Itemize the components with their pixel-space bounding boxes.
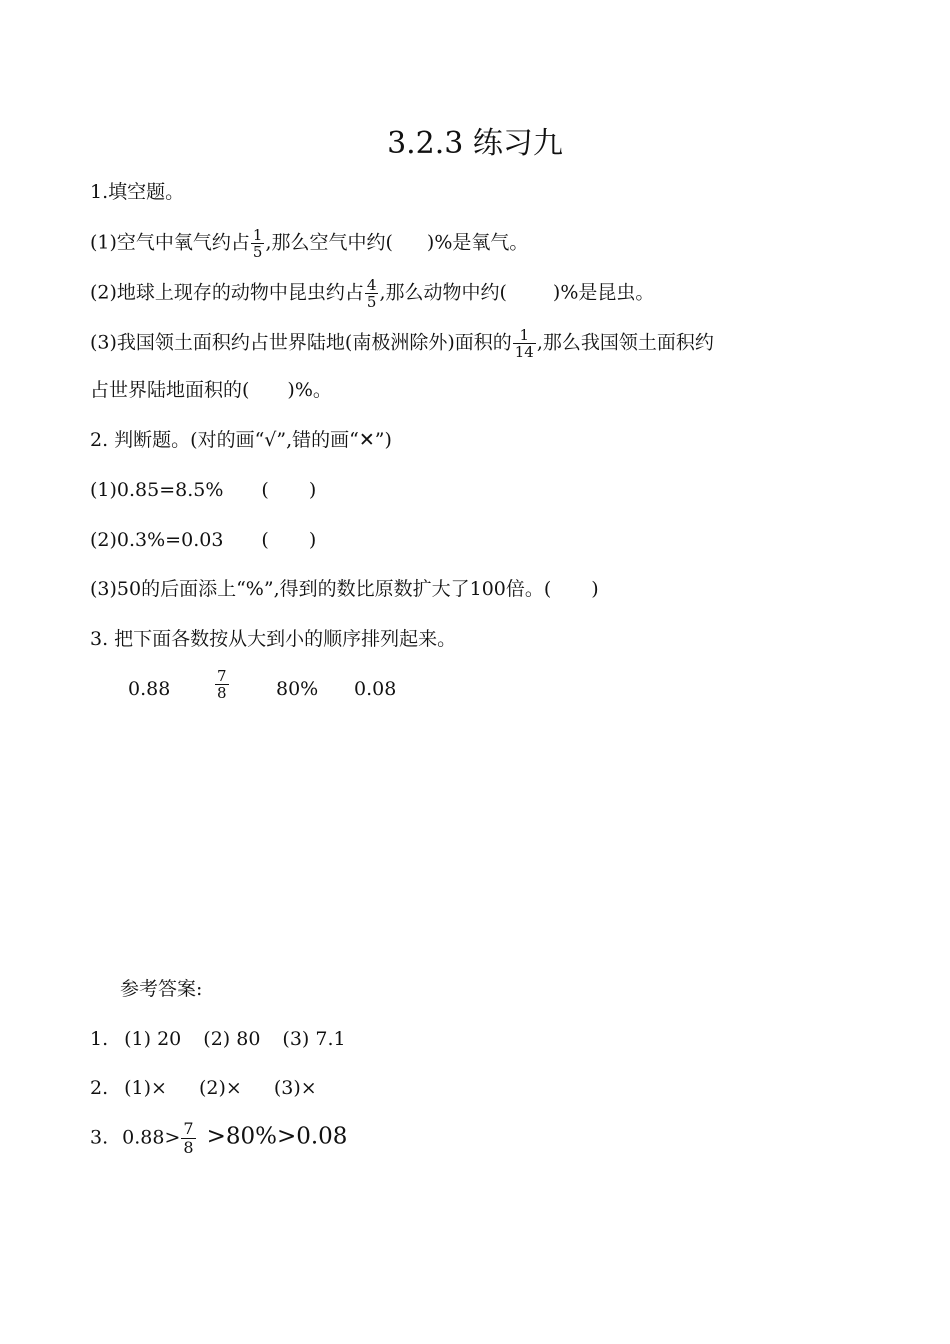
fraction: $\frac{1}{5}$ — [252, 226, 263, 261]
q1-item-3-cont: 占世界陆地面积的( )%。 — [90, 379, 332, 401]
q1-heading: 1.填空题。 — [90, 181, 185, 203]
q1-item-2 — [90, 277, 654, 310]
answers-heading: 参考答案: — [120, 978, 203, 1000]
q2-item-3: (3)50的后面添上“%”,得到的数比原数扩大了100倍。( ) — [90, 578, 599, 600]
fraction: $\frac{4}{5}$ — [366, 276, 377, 311]
q3-heading: 3. 把下面各数按从大到小的顺序排列起来。 — [90, 628, 457, 650]
q3-value-c: 80% — [276, 678, 319, 700]
fraction: $\frac{7}{8}$ — [217, 667, 227, 702]
q1-item-3-mid: ,那么我国领土面积约 — [536, 331, 714, 354]
q1-item-1-pre: (1)空气中氧气约占 — [90, 231, 250, 254]
answer-1: 1. (1) 20 (2) 80 (3) 7.1 — [90, 1028, 346, 1050]
q1-item-1-post: )%是氧气。 — [426, 231, 529, 254]
page-title: 3.2.3 练习九 — [387, 126, 563, 161]
fraction: $\frac{7}{8}$ — [183, 1119, 194, 1157]
q2-heading: 2. 判断题。(对的画“√”,错的画“✕”) — [90, 429, 392, 451]
q3-values — [0, 667, 950, 714]
q1-item-2-post: )%是昆虫。 — [552, 281, 655, 304]
q1-item-2-mid: ,那么动物中约( — [379, 281, 507, 304]
q1-item-3-pre: (3)我国领土面积约占世界陆地(南极洲除外)面积的 — [90, 331, 512, 354]
q1-item-2-pre: (2)地球上现存的动物中昆虫约占 — [90, 281, 364, 304]
q3-value-a: 0.88 — [128, 678, 171, 700]
q1-item-1 — [90, 227, 528, 260]
q3-value-d: 0.08 — [354, 678, 397, 700]
q1-item-3 — [90, 327, 714, 360]
fraction: $\frac{1}{14}$ — [514, 326, 534, 361]
answer-2: 2. (1)× (2)× (3)× — [90, 1077, 317, 1099]
answer-3: 3. 0.88> $\frac{7}{8}$ >80%>0.08 — [90, 1119, 348, 1157]
q2-item-1: (1)0.85=8.5% ( ) — [90, 479, 317, 501]
q1-item-1-mid: ,那么空气中约( — [265, 231, 393, 254]
q2-item-2: (2)0.3%=0.03 ( ) — [90, 529, 317, 551]
